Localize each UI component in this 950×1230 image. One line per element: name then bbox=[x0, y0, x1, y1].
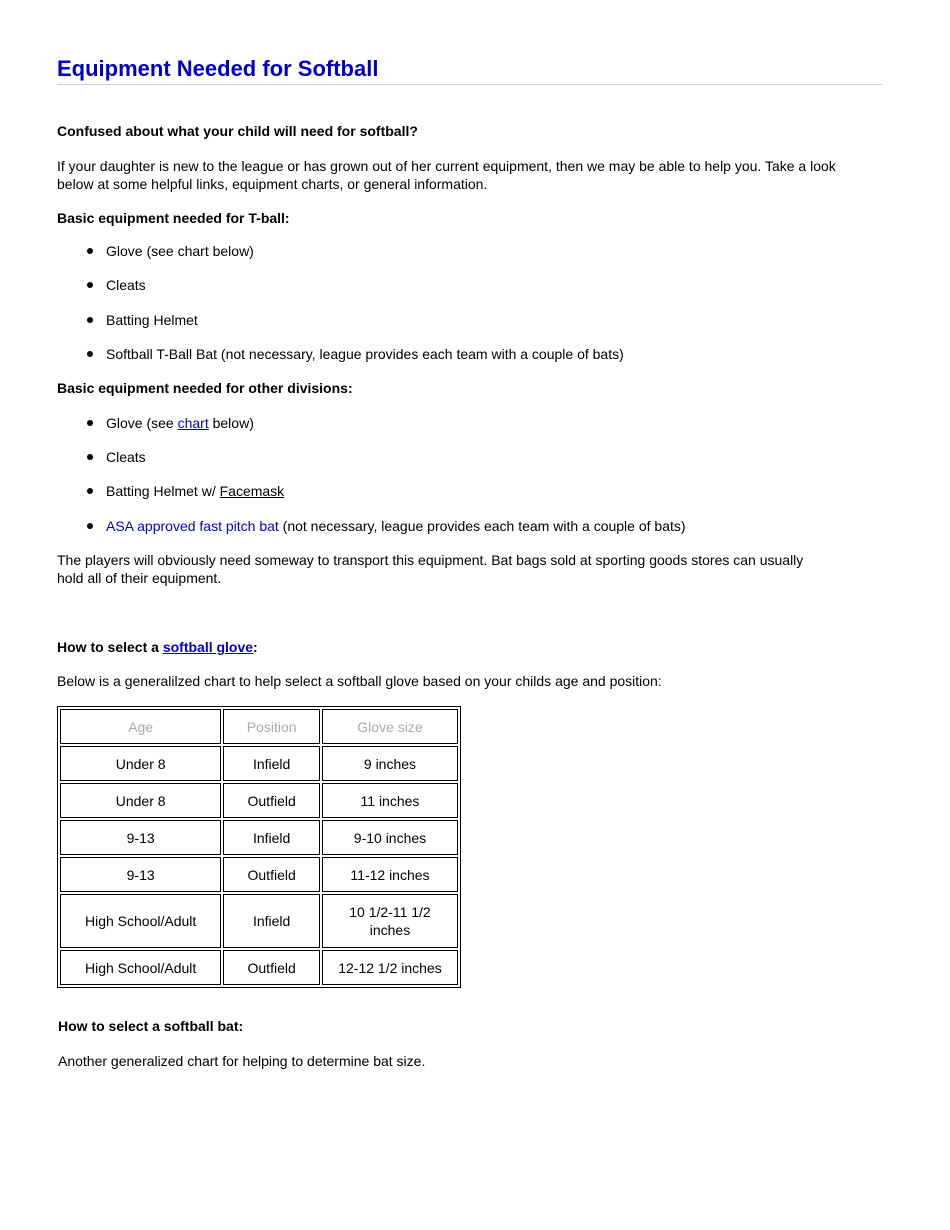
transport-paragraph-line-1: The players will obviously need someway to transport this equipment. Bat bags sold at sporting goods stores can usually bbox=[57, 552, 804, 568]
table-cell: Outfield bbox=[223, 783, 320, 818]
table-row bbox=[60, 783, 458, 818]
glove-section-heading: How to select a softball glove: bbox=[57, 639, 258, 655]
bullet-icon bbox=[87, 420, 93, 426]
table-cell: Under 8 bbox=[60, 746, 221, 781]
table-row bbox=[60, 820, 458, 855]
intro-heading: Confused about what your child will need for softball? bbox=[57, 123, 418, 139]
table-header-row bbox=[60, 709, 458, 744]
table-cell: 12-12 1/2 inches bbox=[322, 950, 458, 985]
table-cell: Infield bbox=[223, 820, 320, 855]
softball-glove-link[interactable]: softball glove bbox=[162, 639, 254, 655]
intro-paragraph-line-2: below at some helpful links, equipment charts, or general information. bbox=[57, 176, 488, 192]
table-cell: Outfield bbox=[223, 950, 320, 985]
bullet-icon bbox=[87, 282, 93, 288]
other-divisions-heading: Basic equipment needed for other divisions: bbox=[57, 380, 353, 396]
transport-paragraph-line-2: hold all of their equipment. bbox=[57, 570, 222, 586]
table-cell: 9-10 inches bbox=[322, 820, 458, 855]
table-cell: High School/Adult bbox=[60, 894, 221, 948]
table-cell: 11 inches bbox=[322, 783, 458, 818]
table-row bbox=[60, 894, 458, 948]
glove-size-table bbox=[57, 706, 461, 988]
bullet-icon bbox=[87, 248, 93, 254]
table-cell: Infield bbox=[223, 746, 320, 781]
table-cell: Infield bbox=[223, 894, 320, 948]
table-cell: 9 inches bbox=[322, 746, 458, 781]
tball-heading: Basic equipment needed for T-ball: bbox=[57, 210, 290, 226]
bullet-icon bbox=[87, 488, 93, 494]
chart-link[interactable]: chart bbox=[177, 415, 209, 431]
glove-section-description: Below is a generalilzed chart to help select a softball glove based on your childs age and position: bbox=[57, 673, 662, 689]
table-cell: Outfield bbox=[223, 857, 320, 892]
intro-paragraph-line-1: If your daughter is new to the league or has grown out of her current equipment, then we may be able to help you. Take a look bbox=[57, 158, 836, 174]
bat-section-description: Another generalized chart for helping to determine bat size. bbox=[58, 1053, 426, 1069]
column-header-position: Position bbox=[223, 709, 320, 744]
table-cell: High School/Adult bbox=[60, 950, 221, 985]
facemask-link[interactable]: Facemask bbox=[219, 483, 285, 499]
table-row bbox=[60, 857, 458, 892]
bat-section-heading: How to select a softball bat: bbox=[58, 1018, 244, 1034]
table-cell: 9-13 bbox=[60, 820, 221, 855]
table-cell: 9-13 bbox=[60, 857, 221, 892]
bullet-icon bbox=[87, 454, 93, 460]
table-row bbox=[60, 746, 458, 781]
page-title: Equipment Needed for Softball bbox=[57, 56, 882, 85]
table-row bbox=[60, 950, 458, 985]
column-header-age: Age bbox=[60, 709, 221, 744]
bullet-icon bbox=[87, 351, 93, 357]
bullet-icon bbox=[87, 523, 93, 529]
column-header-glove-size: Glove size bbox=[322, 709, 458, 744]
table-cell: 10 1/2-11 1/2 inches bbox=[322, 894, 458, 948]
table-cell: 11-12 inches bbox=[322, 857, 458, 892]
asa-bat-link[interactable]: ASA approved fast pitch bat bbox=[106, 518, 279, 534]
table-cell: Under 8 bbox=[60, 783, 221, 818]
bullet-icon bbox=[87, 317, 93, 323]
